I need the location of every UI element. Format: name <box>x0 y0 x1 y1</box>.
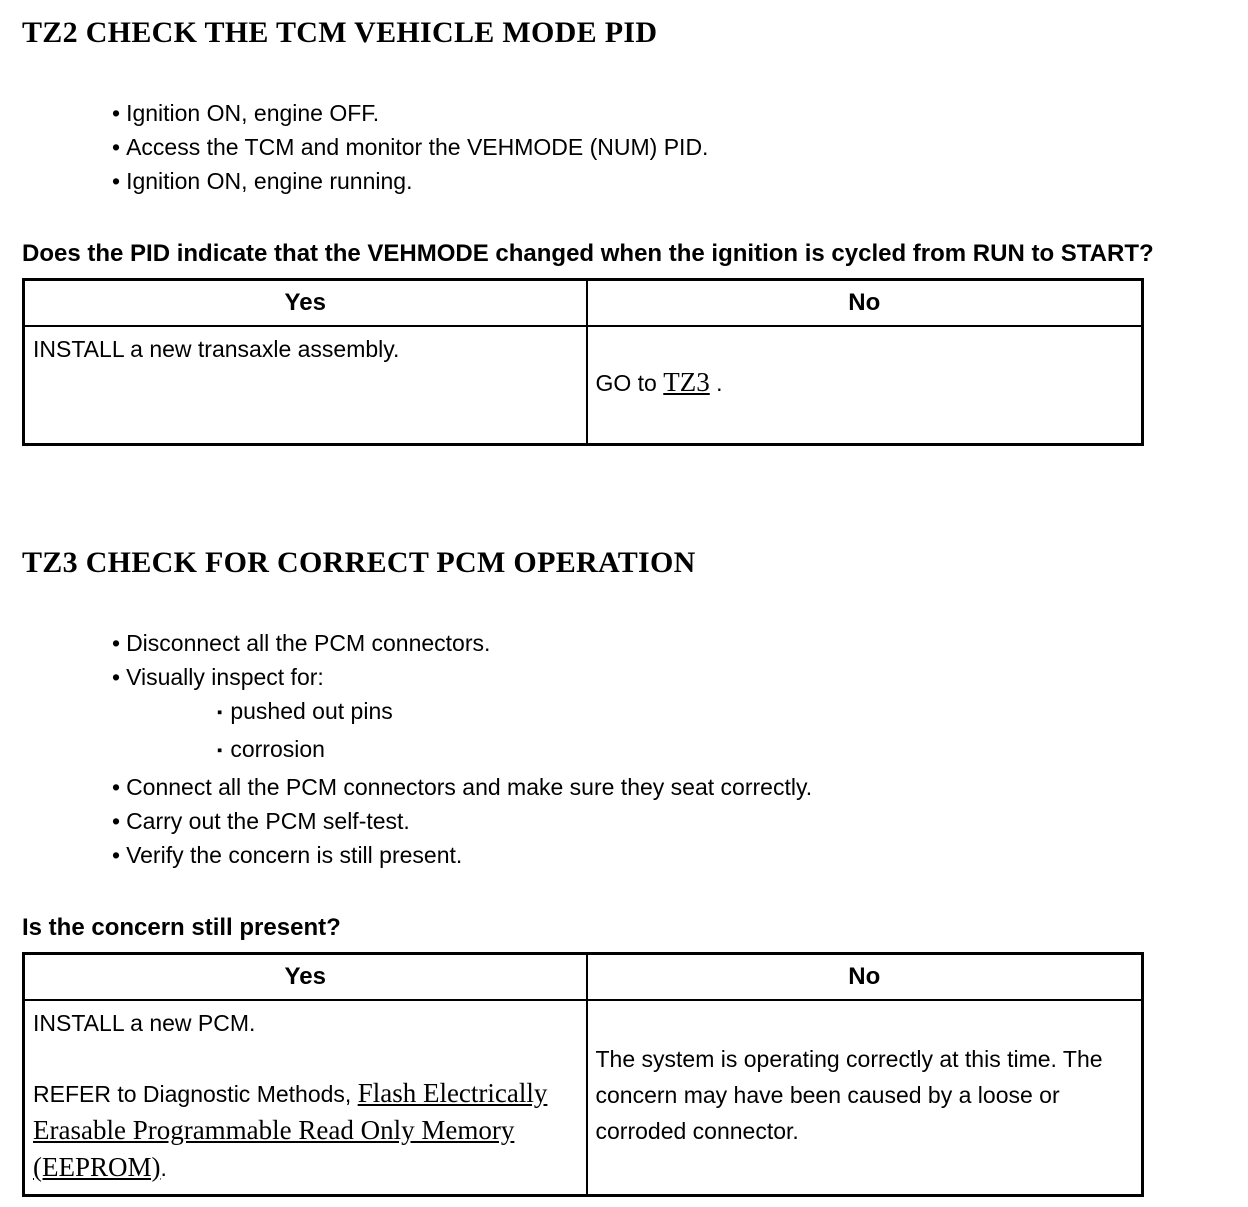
yes-action-line1: INSTALL a new PCM. <box>33 1009 256 1036</box>
table-row <box>24 1000 1143 1196</box>
refer-prefix: REFER to Diagnostic Methods, <box>33 1080 358 1107</box>
yes-refer-paragraph <box>33 1075 576 1186</box>
yes-column-header: Yes <box>24 280 587 327</box>
step-list-tz2 <box>112 96 1232 198</box>
bullet-icon: • <box>112 841 121 868</box>
question-text-tz2: Does the PID indicate that the VEHMODE changed when the ignition is cycled from RUN to START? <box>22 240 1154 267</box>
step-item <box>112 838 1232 872</box>
step-item <box>112 164 1232 198</box>
section-heading-tz3: TZ3 CHECK FOR CORRECT PCM OPERATION <box>22 545 696 579</box>
step-text: Connect all the PCM connectors and make sure they seat correctly. <box>126 773 813 800</box>
sub-step-item <box>217 732 1232 770</box>
refer-suffix: . <box>160 1154 167 1181</box>
yes-cell <box>24 1000 587 1196</box>
no-cell <box>587 326 1143 444</box>
square-bullet-icon: ▪ <box>217 703 223 721</box>
step-item <box>112 96 1232 130</box>
sub-step-text: corrosion <box>230 735 325 762</box>
step-item <box>112 804 1232 838</box>
yes-column-header: Yes <box>24 953 587 1000</box>
step-text: Disconnect all the PCM connectors. <box>126 629 491 656</box>
bullet-icon: • <box>112 773 121 800</box>
section-tz3 <box>12 546 1232 1198</box>
step-list-tz3 <box>112 626 1232 872</box>
blank-line <box>33 1041 576 1075</box>
bullet-icon: • <box>112 134 121 160</box>
step-text: Ignition ON, engine OFF. <box>126 100 380 126</box>
bullet-icon: • <box>112 629 121 656</box>
decision-table-tz3 <box>22 952 1144 1198</box>
section-tz2 <box>12 16 1232 446</box>
step-item <box>112 130 1232 164</box>
section-heading-tz2: TZ2 CHECK THE TCM VEHICLE MODE PID <box>22 16 658 49</box>
step-text: Carry out the PCM self-test. <box>126 807 410 834</box>
bullet-icon: • <box>112 168 121 194</box>
no-column-header: No <box>587 280 1143 327</box>
step-item <box>112 770 1232 804</box>
step-text: Ignition ON, engine running. <box>126 168 413 194</box>
no-cell <box>587 1000 1143 1196</box>
no-action-suffix: . <box>709 370 723 397</box>
square-bullet-icon: ▪ <box>217 741 223 759</box>
sub-step-text: pushed out pins <box>230 697 393 724</box>
no-result-text: The system is operating correctly at this time. The concern may have been caused by a loose or corroded connector. <box>595 1046 1103 1145</box>
tz3-link[interactable]: TZ3 <box>663 367 710 398</box>
table-row <box>24 326 1143 444</box>
step-text: Visually inspect for: <box>126 663 324 690</box>
bullet-icon: • <box>112 663 121 690</box>
step-item <box>112 660 1232 694</box>
yes-action-text: INSTALL a new transaxle assembly. <box>33 336 400 362</box>
no-action-prefix: GO to <box>595 370 664 397</box>
eeprom-link[interactable]: Flash Electrically Erasable Programmable Read Only Memory (EEPROM) <box>33 1077 548 1182</box>
step-text: Verify the concern is still present. <box>126 841 463 868</box>
decision-table-tz2 <box>22 278 1144 446</box>
bullet-icon: • <box>112 100 121 126</box>
sub-step-item <box>217 694 1232 732</box>
question-text-tz3: Is the concern still present? <box>22 913 341 941</box>
step-item <box>112 626 1232 660</box>
yes-cell <box>24 326 587 444</box>
no-column-header: No <box>587 953 1143 1000</box>
step-text: Access the TCM and monitor the VEHMODE (NUM) PID. <box>126 134 709 160</box>
bullet-icon: • <box>112 807 121 834</box>
